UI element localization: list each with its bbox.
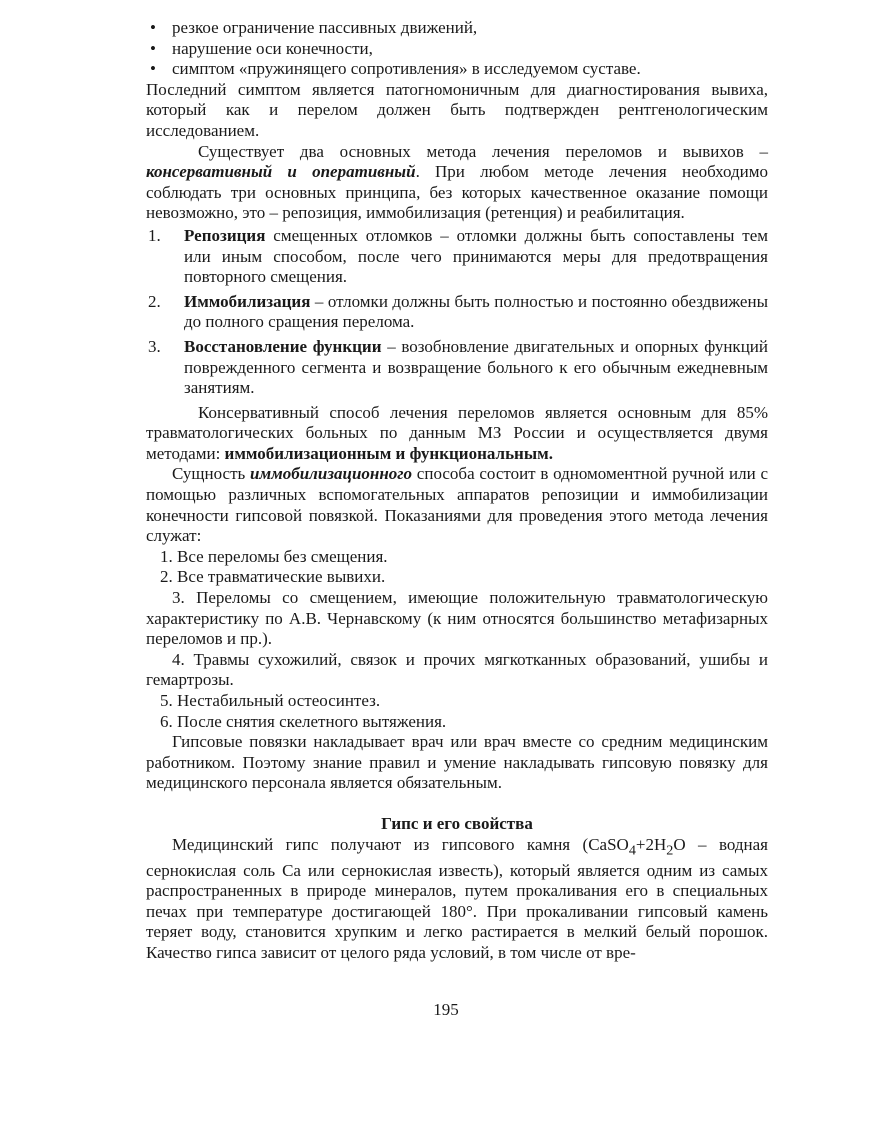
list-item: 1. Все переломы без смещения. [160,546,388,566]
list-item: 6. После снятия скелетного вытяжения. [160,711,447,731]
paragraph: Медицинский гипс получают из гипсового камня ($CaSO_4+2H_2O$ – водная сернокислая соль Са или сернокислая известь), который является одним из самых распространенных в природе минералов, путем прокаливания его в специальных печах при температуре достигающей 180°. При прокаливании гипсовый камень теряет воду, становится хрупким и легко растирается в мелкий белый порошок. Качество гипса зависит от целого ряда условий, в том числе от вре- [146,834,769,962]
page-number: 195 [433,1000,459,1019]
emphasis: иммобилизационного [250,464,413,484]
paragraph: Гипсовые повязки накладывает врач или врач вместе со средним медицинским работником. Поэтому знание правил и умение накладывать гипсовую повязку для медицинского персонала является обязательным. [146,732,768,793]
text-body [146,18,768,964]
section-heading: Гипс и его свойства [381,813,533,833]
paragraph: Сущность иммобилизационного способа состоит в одномоментной ручной или с помощью различных вспомогательных аппаратов репозиции и иммобилизации конечности гипсовой повязкой. Показаниями для проведения этого метода лечения служат: [146,464,768,546]
symptom-list [146,18,768,80]
list-item: • симптом «пружинящего сопротивления» в исследуемом суставе. [146,59,768,80]
emphasis: иммобилизационным и функциональным. [224,443,553,463]
emphasis: консервативный и оперативный [146,162,416,182]
list-item: 2. Все травматические вывихи. [160,567,386,587]
paragraph: Последний симптом является патогномоничным для диагностирования вывиха, который как и перелом должен быть подтвержден рентгенологическим исследованием. [146,79,768,140]
list-item: 3. Восстановление функции – возобновление двигательных и опорных функций поврежденного сегмента и возвращение больного к его обычным ежедневным занятиям. [148,336,768,398]
list-item: 3. Переломы со смещением, имеющие положительную травматологическую характеристику по А.В. Чернавскому (к ним относятся большинство метафизарных переломов и пр.). [146,588,768,649]
paragraph: Консервативный способ лечения переломов является основным для 85% травматологических больных по данным МЗ России и осуществляется двумя методами: иммобилизационным и функциональным. [146,402,768,463]
list-item: • нарушение оси конечности, [146,39,768,60]
list-item: • резкое ограничение пассивных движений, [146,18,768,39]
list-item: 1. Репозиция смещенных отломков – отломки должны быть сопоставлены тем или иным способом, после чего принимаются меры для предотвращения повторного смещения. [148,225,768,287]
term: Восстановление функции [184,336,382,356]
indications-list [146,547,768,732]
paragraph: Существует два основных метода лечения переломов и вывихов – консервативный и оперативный. При любом методе лечения необходимо соблюдать три основных принципа, без которых качественное оказание помощи невозможно, это – репозиция, иммобилизация (ретенция) и реабилитация. [146,141,768,223]
term: Иммобилизация [184,291,311,311]
list-item: 4. Травмы сухожилий, связок и прочих мягкотканных образований, ушибы и гемартрозы. [146,649,768,690]
principles-list [146,226,768,399]
list-item: 5. Нестабильный остеосинтез. [160,691,381,710]
term: Репозиция [184,225,266,245]
list-item: 2. Иммобилизация – отломки должны быть полностью и постоянно обездвижены до полного сращения перелома. [148,291,768,332]
